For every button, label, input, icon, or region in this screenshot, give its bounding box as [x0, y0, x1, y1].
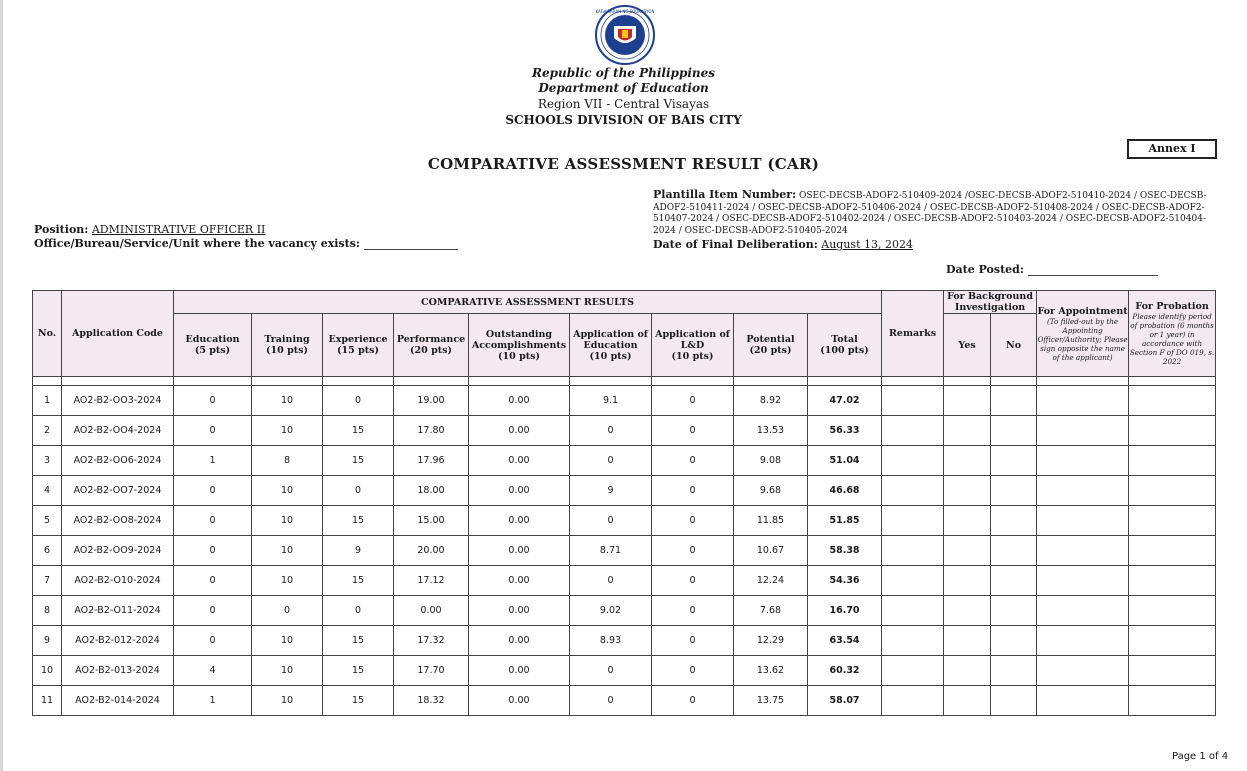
- app-education-score: 0: [570, 416, 652, 446]
- table-row: [33, 596, 1216, 626]
- training-score: 10: [252, 476, 323, 506]
- experience-score: 0: [323, 476, 394, 506]
- probation-cell: [1129, 596, 1216, 626]
- header-no: No.: [33, 291, 62, 377]
- app-education-score: 8.93: [570, 626, 652, 656]
- remarks-cell: [882, 656, 944, 686]
- total-score: 46.68: [808, 476, 882, 506]
- table-row: [33, 656, 1216, 686]
- probation-cell: [1129, 416, 1216, 446]
- app-education-score: 8.71: [570, 536, 652, 566]
- car-table: [32, 290, 1216, 716]
- application-code: AO2-B2-OO9-2024: [62, 536, 174, 566]
- training-score: 10: [252, 656, 323, 686]
- experience-score: 15: [323, 416, 394, 446]
- application-code: AO2-B2-OO8-2024: [62, 506, 174, 536]
- potential-score: 13.75: [734, 686, 808, 716]
- bi-no-cell: [991, 476, 1037, 506]
- bi-yes-cell: [944, 476, 991, 506]
- bi-yes-cell: [944, 566, 991, 596]
- appointment-cell: [1037, 686, 1129, 716]
- table-row: [33, 386, 1216, 416]
- app-ld-label: Application of: [655, 328, 730, 340]
- outstanding-score: 0.00: [469, 656, 570, 686]
- remarks-cell: [882, 506, 944, 536]
- performance-score: 17.80: [394, 416, 469, 446]
- experience-score: 15: [323, 506, 394, 536]
- experience-score: 15: [323, 686, 394, 716]
- deped-seal-icon: [592, 4, 658, 66]
- potential-score: 13.62: [734, 656, 808, 686]
- total-score: 56.33: [808, 416, 882, 446]
- performance-score: 18.00: [394, 476, 469, 506]
- performance-label: Performance: [396, 334, 466, 345]
- appointment-cell: [1037, 416, 1129, 446]
- remarks-cell: [882, 476, 944, 506]
- app-education-score: 0: [570, 446, 652, 476]
- potential-score: 8.92: [734, 386, 808, 416]
- republic-line: Republic of the Philippines: [531, 66, 716, 80]
- division-line: SCHOOLS DIVISION OF BAIS CITY: [505, 113, 742, 127]
- app-ld-score: 0: [652, 386, 734, 416]
- table-row: [33, 566, 1216, 596]
- svg-text:KAGAWARAN NG EDUKASYON: KAGAWARAN NG EDUKASYON: [595, 9, 655, 14]
- outstanding-score: 0.00: [469, 536, 570, 566]
- probation-cell: [1129, 686, 1216, 716]
- app-ld-pts: (10 pts): [671, 350, 714, 362]
- appointment-cell: [1037, 536, 1129, 566]
- row-number: 4: [33, 476, 62, 506]
- training-score: 10: [252, 686, 323, 716]
- total-score: 58.38: [808, 536, 882, 566]
- annex-label: Annex I: [1127, 139, 1217, 159]
- position-label: Position:: [34, 223, 89, 236]
- app-education-score: 0: [570, 656, 652, 686]
- outstanding-label2: Accomplishments: [471, 339, 567, 351]
- application-code: AO2-B2-OO7-2024: [62, 476, 174, 506]
- probation-cell: [1129, 506, 1216, 536]
- training-label: Training: [264, 334, 310, 345]
- date-posted-blank-line: [1028, 265, 1158, 276]
- header-app-ld: [652, 314, 734, 377]
- app-ld-score: 0: [652, 656, 734, 686]
- app-ld-score: 0: [652, 476, 734, 506]
- header-outstanding: [469, 314, 570, 377]
- bi-yes-cell: [944, 446, 991, 476]
- training-score: 8: [252, 446, 323, 476]
- outstanding-score: 0.00: [469, 506, 570, 536]
- date-posted-field: [946, 263, 1158, 276]
- application-code: AO2-B2-014-2024: [62, 686, 174, 716]
- potential-label: Potential: [746, 334, 795, 345]
- office-blank-line: [364, 239, 458, 250]
- bi-yes-cell: [944, 686, 991, 716]
- education-score: 0: [174, 536, 252, 566]
- total-label: Total: [831, 334, 858, 345]
- experience-pts: (15 pts): [337, 345, 379, 356]
- table-row: [33, 476, 1216, 506]
- performance-score: 19.00: [394, 386, 469, 416]
- performance-score: 18.32: [394, 686, 469, 716]
- region-line: Region VII - Central Visayas: [537, 97, 710, 111]
- probation-cell: [1129, 626, 1216, 656]
- app-ld-score: 0: [652, 566, 734, 596]
- car-table-body: [33, 377, 1216, 716]
- bi-no-cell: [991, 566, 1037, 596]
- app-education-score: 9: [570, 476, 652, 506]
- education-score: 1: [174, 446, 252, 476]
- training-score: 10: [252, 416, 323, 446]
- office-label: Office/Bureau/Service/Unit where the vacancy exists:: [34, 237, 360, 250]
- remarks-cell: [882, 536, 944, 566]
- final-deliberation: [653, 238, 913, 251]
- remarks-cell: [882, 566, 944, 596]
- app-education-score: 9.1: [570, 386, 652, 416]
- experience-score: 15: [323, 566, 394, 596]
- potential-pts: (20 pts): [749, 345, 792, 356]
- appointment-cell: [1037, 596, 1129, 626]
- bi-yes-cell: [944, 656, 991, 686]
- total-score: 51.85: [808, 506, 882, 536]
- experience-score: 15: [323, 446, 394, 476]
- total-score: 58.07: [808, 686, 882, 716]
- position-field: [34, 223, 265, 236]
- experience-score: 9: [323, 536, 394, 566]
- potential-score: 9.68: [734, 476, 808, 506]
- probation-title: For Probation: [1135, 301, 1209, 312]
- header-for-appointment: [1037, 291, 1129, 377]
- performance-score: 17.12: [394, 566, 469, 596]
- bi-yes-cell: [944, 626, 991, 656]
- outstanding-score: 0.00: [469, 686, 570, 716]
- outstanding-score: 0.00: [469, 446, 570, 476]
- app-ld-score: 0: [652, 686, 734, 716]
- potential-score: 11.85: [734, 506, 808, 536]
- education-score: 0: [174, 626, 252, 656]
- remarks-cell: [882, 446, 944, 476]
- row-number: 9: [33, 626, 62, 656]
- outstanding-score: 0.00: [469, 416, 570, 446]
- performance-pts: (20 pts): [410, 345, 452, 356]
- bi-yes-cell: [944, 386, 991, 416]
- row-number: 1: [33, 386, 62, 416]
- education-label: Education: [185, 334, 240, 345]
- app-ld-score: 0: [652, 446, 734, 476]
- outstanding-score: 0.00: [469, 566, 570, 596]
- performance-score: 20.00: [394, 536, 469, 566]
- training-pts: (10 pts): [266, 345, 308, 356]
- remarks-cell: [882, 386, 944, 416]
- table-row: [33, 506, 1216, 536]
- probation-note: Please identify period of probation (6 months or 1 year) in accordance with Section F of DO 019, s. 2022: [1129, 312, 1215, 366]
- appointment-title: For Appointment: [1037, 305, 1128, 317]
- row-number: 7: [33, 566, 62, 596]
- education-score: 0: [174, 476, 252, 506]
- education-pts: (5 pts): [194, 345, 231, 356]
- total-score: 60.32: [808, 656, 882, 686]
- probation-cell: [1129, 656, 1216, 686]
- app-ld-score: 0: [652, 536, 734, 566]
- remarks-cell: [882, 596, 944, 626]
- education-score: 0: [174, 386, 252, 416]
- total-score: 51.04: [808, 446, 882, 476]
- remarks-cell: [882, 686, 944, 716]
- app-education-score: 9.02: [570, 596, 652, 626]
- probation-cell: [1129, 386, 1216, 416]
- experience-score: 15: [323, 656, 394, 686]
- application-code: AO2-B2-012-2024: [62, 626, 174, 656]
- total-pts: (100 pts): [820, 345, 869, 356]
- education-score: 1: [174, 686, 252, 716]
- application-code: AO2-B2-OO4-2024: [62, 416, 174, 446]
- experience-score: 15: [323, 626, 394, 656]
- header-no-bi: No: [991, 314, 1037, 377]
- app-ld-score: 0: [652, 416, 734, 446]
- app-education-label2: Education: [583, 339, 638, 351]
- header-remarks: Remarks: [882, 291, 944, 377]
- outstanding-score: 0.00: [469, 596, 570, 626]
- potential-score: 10.67: [734, 536, 808, 566]
- table-row: [33, 416, 1216, 446]
- training-score: 10: [252, 536, 323, 566]
- deliberation-date: August 13, 2024: [821, 238, 913, 251]
- total-score: 16.70: [808, 596, 882, 626]
- header-total: [808, 314, 882, 377]
- outstanding-label: Outstanding: [485, 328, 553, 340]
- page-number: Page 1 of 4: [1172, 751, 1229, 762]
- app-education-score: 0: [570, 686, 652, 716]
- bi-no-cell: [991, 656, 1037, 686]
- training-score: 10: [252, 566, 323, 596]
- appointment-cell: [1037, 386, 1129, 416]
- header-training: [252, 314, 323, 377]
- row-number: 11: [33, 686, 62, 716]
- row-number: 10: [33, 656, 62, 686]
- header-potential: [734, 314, 808, 377]
- office-field: [34, 237, 458, 250]
- remarks-cell: [882, 416, 944, 446]
- total-score: 54.36: [808, 566, 882, 596]
- header-experience: [323, 314, 394, 377]
- appointment-cell: [1037, 656, 1129, 686]
- outstanding-score: 0.00: [469, 626, 570, 656]
- header-app-education: [570, 314, 652, 377]
- bi-no-cell: [991, 446, 1037, 476]
- app-education-score: 0: [570, 506, 652, 536]
- bi-no-cell: [991, 386, 1037, 416]
- potential-score: 12.29: [734, 626, 808, 656]
- row-number: 6: [33, 536, 62, 566]
- deliberation-label: Date of Final Deliberation:: [653, 238, 818, 251]
- app-education-pts: (10 pts): [589, 350, 632, 362]
- appointment-cell: [1037, 476, 1129, 506]
- experience-score: 0: [323, 596, 394, 626]
- app-education-score: 0: [570, 566, 652, 596]
- table-row: [33, 536, 1216, 566]
- app-ld-label2: L&D: [680, 339, 705, 351]
- application-code: AO2-B2-013-2024: [62, 656, 174, 686]
- training-score: 10: [252, 386, 323, 416]
- plantilla-value: OSEC-DECSB-ADOF2-510409-2024 /OSEC-DECSB-ADOF2-510410-2024 / OSEC-DECSB-ADOF2-510411-2024 / OSEC-DECSB-ADOF2-510406-2024 / OSEC-DECSB-ADOF2-510408-2024 / OSEC-DECSB-ADOF2-510407-2024 / OSEC-DECSB-ADOF2-510402-2024 / OSEC-DECSB-ADOF2-510403-2024 / OSEC-DECSB-ADOF2-510404-2024 / OSEC-DECSB-ADOF2-510405-2024: [653, 191, 1207, 236]
- total-score: 63.54: [808, 626, 882, 656]
- bi-yes-cell: [944, 506, 991, 536]
- experience-label: Experience: [328, 334, 388, 345]
- department-line: Department of Education: [538, 81, 709, 95]
- bi-no-cell: [991, 506, 1037, 536]
- total-score: 47.02: [808, 386, 882, 416]
- date-posted-label: Date Posted:: [946, 263, 1024, 276]
- header-comparative-results: COMPARATIVE ASSESSMENT RESULTS: [174, 291, 882, 314]
- probation-cell: [1129, 566, 1216, 596]
- performance-score: 17.96: [394, 446, 469, 476]
- appointment-cell: [1037, 446, 1129, 476]
- header-education: [174, 314, 252, 377]
- app-ld-score: 0: [652, 626, 734, 656]
- potential-score: 7.68: [734, 596, 808, 626]
- header-yes: Yes: [944, 314, 991, 377]
- performance-score: 17.70: [394, 656, 469, 686]
- bi-no-cell: [991, 686, 1037, 716]
- remarks-cell: [882, 626, 944, 656]
- education-score: 4: [174, 656, 252, 686]
- position-value: ADMINISTRATIVE OFFICER II: [91, 223, 266, 236]
- potential-score: 13.53: [734, 416, 808, 446]
- spacer-row: [33, 377, 1216, 386]
- app-ld-score: 0: [652, 506, 734, 536]
- plantilla-item-number: [653, 189, 1213, 237]
- appointment-note: (To filled-out by the Appointing Officer/Authority; Please sign opposite the name of the applicant): [1037, 316, 1128, 362]
- training-score: 10: [252, 626, 323, 656]
- bi-yes-cell: [944, 596, 991, 626]
- potential-score: 9.08: [734, 446, 808, 476]
- application-code: AO2-B2-O11-2024: [62, 596, 174, 626]
- probation-cell: [1129, 446, 1216, 476]
- performance-score: 17.32: [394, 626, 469, 656]
- header-for-probation: [1129, 291, 1216, 377]
- row-number: 3: [33, 446, 62, 476]
- education-score: 0: [174, 416, 252, 446]
- header-performance: [394, 314, 469, 377]
- table-row: [33, 446, 1216, 476]
- bi-no-cell: [991, 416, 1037, 446]
- document-title: COMPARATIVE ASSESSMENT RESULT (CAR): [427, 155, 820, 173]
- bi-no-cell: [991, 596, 1037, 626]
- bi-no-cell: [991, 536, 1037, 566]
- app-ld-score: 0: [652, 596, 734, 626]
- appointment-cell: [1037, 626, 1129, 656]
- performance-score: 15.00: [394, 506, 469, 536]
- performance-score: 0.00: [394, 596, 469, 626]
- application-code: AO2-B2-O10-2024: [62, 566, 174, 596]
- training-score: 0: [252, 596, 323, 626]
- table-row: [33, 626, 1216, 656]
- education-score: 0: [174, 506, 252, 536]
- bi-yes-cell: [944, 536, 991, 566]
- appointment-cell: [1037, 506, 1129, 536]
- appointment-cell: [1037, 566, 1129, 596]
- plantilla-label: Plantilla Item Number:: [653, 188, 797, 201]
- bi-no-cell: [991, 626, 1037, 656]
- outstanding-pts: (10 pts): [498, 350, 540, 362]
- application-code: AO2-B2-OO6-2024: [62, 446, 174, 476]
- header-application-code: Application Code: [62, 291, 174, 377]
- probation-cell: [1129, 476, 1216, 506]
- row-number: 5: [33, 506, 62, 536]
- education-score: 0: [174, 566, 252, 596]
- row-number: 2: [33, 416, 62, 446]
- row-number: 8: [33, 596, 62, 626]
- header-background-investigation: For Background Investigation: [944, 291, 1037, 314]
- potential-score: 12.24: [734, 566, 808, 596]
- experience-score: 0: [323, 386, 394, 416]
- app-education-label: Application of: [573, 328, 648, 340]
- training-score: 10: [252, 506, 323, 536]
- probation-cell: [1129, 536, 1216, 566]
- outstanding-score: 0.00: [469, 476, 570, 506]
- table-row: [33, 686, 1216, 716]
- application-code: AO2-B2-OO3-2024: [62, 386, 174, 416]
- bi-yes-cell: [944, 416, 991, 446]
- education-score: 0: [174, 596, 252, 626]
- outstanding-score: 0.00: [469, 386, 570, 416]
